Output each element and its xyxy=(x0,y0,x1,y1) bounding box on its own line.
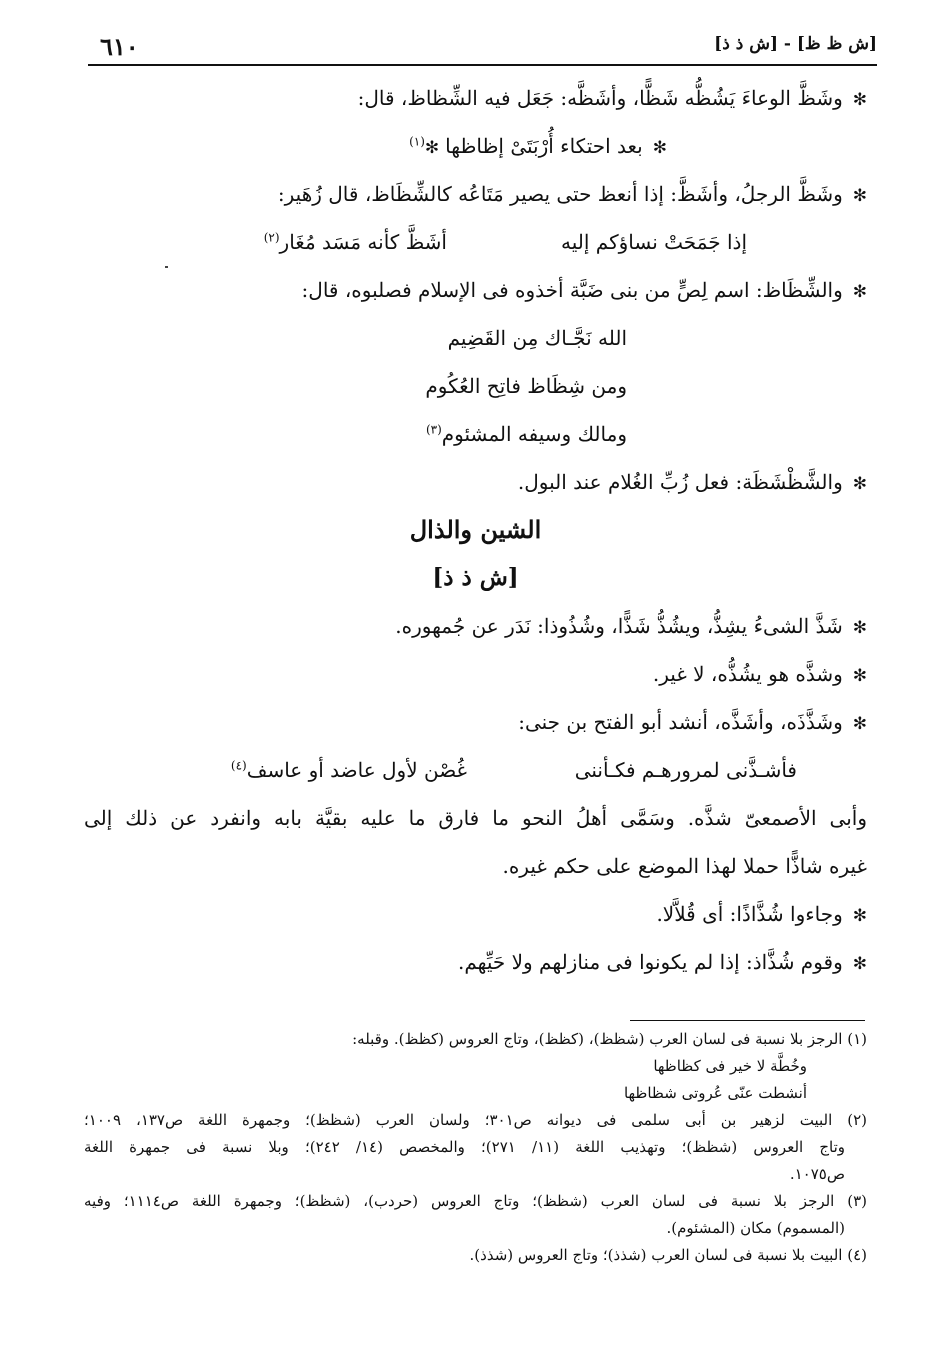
footnote-ref: (٢) xyxy=(263,230,280,245)
main-text xyxy=(84,74,867,986)
verse-hemistich: إذا جَمَحَتْ نساؤكم إليه xyxy=(561,230,747,254)
footnote-ref: (٤) xyxy=(230,758,247,773)
asterisk-icon: ✻ xyxy=(852,186,867,206)
text-line: ✻شَذَّ الشىءُ يشِذُّ، ويشُذُّ شَذًّا، وشُذُوذا: نَدَر عن جُمهوره. xyxy=(395,614,867,638)
verse-line: الله نَجَّـاك مِن القَضِيم xyxy=(447,326,627,350)
asterisk-icon: ✻ xyxy=(852,618,867,638)
asterisk-icon: ✻ xyxy=(852,474,867,494)
asterisk-icon: ✻ xyxy=(852,666,867,686)
text-line: غيره شاذًّا حملا لهذا الموضع على حكم غيره. xyxy=(502,854,867,878)
section-title: الشين والذال xyxy=(409,515,542,544)
asterisk-icon: ✻ xyxy=(852,906,867,926)
footnote: (٤) البيت بلا نسبة فى لسان العرب (شذذ)؛ وتاج العروس (شذذ). xyxy=(469,1246,867,1264)
asterisk-icon: ✻ xyxy=(852,90,867,110)
text-line: ✻وشَظَّ الوعاءَ يَشُظُّه شَظًّا، وأشَظَّه: جَعَل فيه الشِّظاظ، قال: xyxy=(357,86,867,110)
text-line: ✻وشَظَّ الرجلُ، وأشَظَّ: إذا أنعظ حتى يصير مَتَاعُه كالشِّظَاظ، قال زُهَير: xyxy=(277,182,867,206)
text-line: ✻وشذَّه هو يشُذُّه، لا غير. xyxy=(652,662,867,686)
footnotes xyxy=(84,1026,867,1269)
footnote-continuation: ص١٠٧٥. xyxy=(789,1165,845,1183)
text-line: ✻وجاءوا شُذَّاذًا: أى قُلاَّلا. xyxy=(656,902,867,926)
footnote-ref: (١) xyxy=(409,134,425,149)
verse-line: ومالك وسيفه المشئوم$^{(٣)}$ xyxy=(425,422,627,446)
asterisk-icon: ✻ xyxy=(424,138,440,158)
footnote: (١) الرجز بلا نسبة فى لسان العرب (شظظ)، (كظظ)، وتاج العروس (كظظ). وقبله: xyxy=(352,1030,867,1048)
footnote-verse: أنشطت عنّى عُروتى شظاظها xyxy=(623,1084,807,1102)
page-number: ٦١٠ xyxy=(100,32,139,61)
footnote-divider xyxy=(630,1020,865,1021)
verse-line: ومن شِظَاظ فاتِح العُكُوم xyxy=(425,374,627,398)
entry-title: [ش ذ ذ] xyxy=(432,564,519,591)
text-line: ✻وشَذَّذَه، وأشَذَّه، أنشد أبو الفتح بن جنى: xyxy=(518,710,867,734)
asterisk-icon: ✻ xyxy=(852,954,867,974)
page-header xyxy=(88,30,877,66)
text-line: ✻والشِّظَاظ: اسم لِصٍّ من بنى ضَبَّة أخذوه فى الإسلام فصلبوه، قال: xyxy=(301,278,867,302)
asterisk-icon: ✻ xyxy=(852,714,867,734)
text-line: وأبى الأصمعىّ شذَّه. وسَمَّى أهلُ النحو ما فارق ما عليه بقيَّة بابه وانفرد عن ذلك إلى xyxy=(84,806,867,830)
verse-hemistich: أشَظَّ كأنه مَسَد مُغَار$^{(٢)}$ xyxy=(263,230,447,254)
footnote-verse: وخُطَّة لا خير فى كظاظها xyxy=(653,1057,807,1075)
verse-hemistich: فأشـذَّنى لمرورهـم فكـأننى xyxy=(574,758,797,782)
verse-hemistich: غُصْن لأول عاضد أو عاسف$^{(٤)}$ xyxy=(230,758,467,782)
footnote-ref: (٣) xyxy=(425,422,442,437)
verse-line xyxy=(84,218,867,266)
asterisk-icon: ✻ xyxy=(852,282,867,302)
footnote: (٢) البيت لزهير بن أبى سلمى فى ديوانه ص٣٠١؛ ولسان العرب (شظظ)؛ وجمهرة اللغة ص١٣٧، ١٠٠٩؛ xyxy=(84,1111,868,1129)
verse-line xyxy=(84,746,867,794)
footnote: (٣) الرجز بلا نسبة فى لسان العرب (شظظ)؛ وتاج العروس (حردب)، (شظظ)؛ وجمهرة اللغة ص١١١٤؛ وفيه xyxy=(84,1192,867,1210)
asterisk-icon: ✻ xyxy=(652,138,667,158)
running-head: [ش ظ ظ] - [ش ذ ذ] xyxy=(714,34,877,54)
footnote-continuation: وتاج العروس (شظظ)؛ وتهذيب اللغة (١١/ ٢٧١)؛ والمخصص (١٤/ ٢٤٢)؛ وبلا نسبة فى جمهرة اللغة xyxy=(84,1138,846,1156)
verse-line: ✻بعد احتكاء أُرْبَتَىْ إظاظها✻$^{(١)}$ xyxy=(409,134,667,158)
text-line: ✻وقوم شُذَّاذ: إذا لم يكونوا فى منازلهم ولا حَيِّهم. xyxy=(457,950,867,974)
text-line: ✻والشَّظْشَظَة: فعل زُبِّ الغُلام عند البول. xyxy=(517,470,867,494)
footnote-continuation: (المسموم) مكان (المشئوم). xyxy=(666,1219,845,1237)
